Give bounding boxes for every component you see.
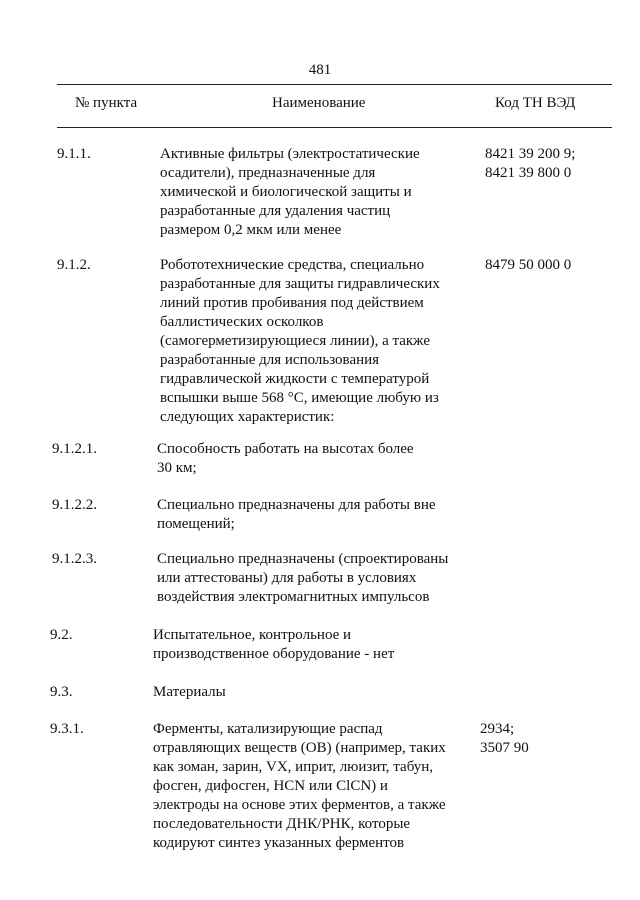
item-name xyxy=(157,496,487,534)
col-header-name: Наименование xyxy=(272,95,366,111)
item-name-line: Активные фильтры (электростатические xyxy=(160,146,420,162)
item-code-line: 3507 90 xyxy=(480,740,529,756)
item-number: 9.2. xyxy=(50,627,73,643)
item-name xyxy=(160,145,490,240)
item-name-line: следующих характеристик: xyxy=(160,409,335,425)
item-code xyxy=(480,720,620,758)
item-name-line: разработанные для защиты гидравлических xyxy=(160,276,440,292)
item-name xyxy=(153,626,483,664)
header-top-rule xyxy=(57,84,612,85)
item-name-line: Робототехнические средства, специально xyxy=(160,257,425,273)
item-name-line: воздействия электромагнитных импульсов xyxy=(157,589,430,605)
col-header-number: № пункта xyxy=(75,95,138,111)
item-code xyxy=(485,256,625,275)
item-name-line: гидравлической жидкости с температурой xyxy=(160,371,430,387)
item-name-line: разработанные для удаления частиц xyxy=(160,203,391,219)
item-name-line: или аттестованы) для работы в условиях xyxy=(157,570,417,586)
item-code-line: 8479 50 000 0 xyxy=(485,257,572,273)
item-name xyxy=(153,720,483,853)
item-number: 9.1.2.2. xyxy=(52,497,97,513)
item-name xyxy=(157,550,487,607)
item-number: 9.1.2.3. xyxy=(52,551,97,567)
item-name-line: фосген, дифосген, HCN или ClCN) и xyxy=(153,778,388,794)
item-name-line: кодируют синтез указанных ферментов xyxy=(153,835,405,851)
item-number: 9.3.1. xyxy=(50,721,84,737)
item-code-line: 8421 39 800 0 xyxy=(485,165,572,181)
col-header-code: Код ТН ВЭД xyxy=(495,95,576,111)
item-name-line: как зоман, зарин, VX, иприт, люизит, табун, xyxy=(153,759,434,775)
item-name-line: последовательности ДНК/РНК, которые xyxy=(153,816,411,832)
item-name-line: химической и биологической защиты и xyxy=(160,184,412,200)
item-name-line: Специально предназначены (спроектированы xyxy=(157,551,449,567)
item-name-line: отравляющих веществ (ОВ) (например, таких xyxy=(153,740,446,756)
item-name-line: производственное оборудование - нет xyxy=(153,646,395,662)
item-name-line: вспышки выше 568 °С, имеющие любую из xyxy=(160,390,439,406)
item-name-line: (самогерметизирующиеся линии), а также xyxy=(160,333,430,349)
item-name-line: 30 км; xyxy=(157,460,197,476)
item-name-line: электроды на основе этих ферментов, а также xyxy=(153,797,446,813)
item-name-line: Материалы xyxy=(153,684,226,700)
item-name xyxy=(157,440,487,478)
item-number: 9.3. xyxy=(50,684,73,700)
item-name-line: Ферменты, катализирующие распад xyxy=(153,721,383,737)
item-number: 9.1.2.1. xyxy=(52,441,97,457)
item-name-line: линий против пробивания под действием xyxy=(160,295,424,311)
item-name-line: помещений; xyxy=(157,516,235,532)
header-bottom-rule xyxy=(57,127,612,128)
page-number: 481 xyxy=(308,62,332,78)
item-name-line: размером 0,2 мкм или менее xyxy=(160,222,342,238)
item-name-line: Испытательное, контрольное и xyxy=(153,627,352,643)
item-name-line: Способность работать на высотах более xyxy=(157,441,414,457)
item-number: 9.1.1. xyxy=(57,146,91,162)
item-name xyxy=(153,683,483,702)
item-name xyxy=(160,256,490,427)
item-name-line: баллистических осколков xyxy=(160,314,324,330)
item-name-line: осадители), предназначенные для xyxy=(160,165,376,181)
item-code-line: 2934; xyxy=(480,721,515,737)
item-name-line: Специально предназначены для работы вне xyxy=(157,497,436,513)
item-code xyxy=(485,145,625,183)
item-code-line: 8421 39 200 9; xyxy=(485,146,576,162)
item-number: 9.1.2. xyxy=(57,257,91,273)
item-name-line: разработанные для использования xyxy=(160,352,380,368)
